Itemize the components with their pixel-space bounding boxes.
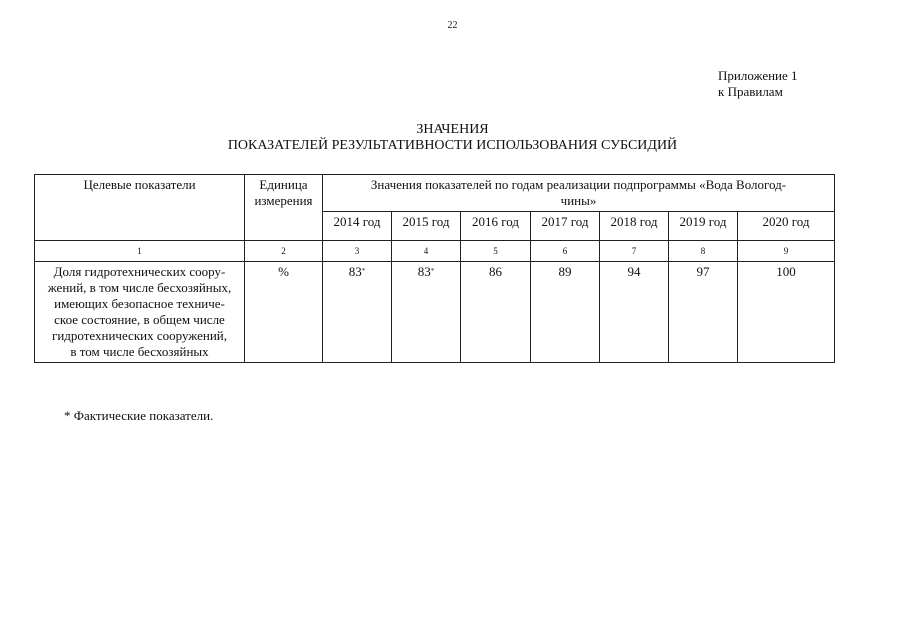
value-number: 97 [696,264,710,279]
header-values [323,175,835,212]
year-cell: 2017 год [531,212,600,241]
value-cell [461,262,531,363]
description-line: жений, в том числе бесхозяйных, [47,280,232,295]
header-unit [245,175,323,241]
value-cell [531,262,600,363]
value-number: 89 [558,264,572,279]
column-number: 5 [461,241,531,262]
column-numbers-row [35,241,835,262]
column-number: 6 [531,241,600,262]
appendix-line-1: Приложение 1 [718,68,798,83]
column-number: 1 [35,241,245,262]
table-row [35,262,835,363]
description-line: в том числе бесхозяйных [70,344,209,359]
value-footnote-mark: * [430,267,435,275]
footnote: * Фактические показатели. [64,408,214,423]
unit-value: % [245,262,323,363]
value-cell [669,262,738,363]
header-values-line-1: Значения показателей по годам реализации подпрограммы «Вода Вологод- [370,177,787,192]
value-number: 100 [776,264,796,279]
header-unit-line-1: Единица [259,177,308,192]
header-values-line-2: чины» [560,193,597,208]
value-number: 86 [489,264,502,279]
appendix-note [718,68,798,100]
page-number: 22 [447,20,458,31]
description-line: ское состояние, в общем числе [54,312,225,327]
title-line-2: ПОКАЗАТЕЛЕЙ РЕЗУЛЬТАТИВНОСТИ ИСПОЛЬЗОВАНИЯ СУБСИДИЙ [227,138,678,153]
column-number: 3 [323,241,392,262]
year-cell: 2019 год [669,212,738,241]
column-number: 8 [669,241,738,262]
column-number: 2 [245,241,323,262]
year-cell: 2015 год [392,212,461,241]
appendix-line-2: к Правилам [718,84,783,99]
value-number: 94 [627,264,641,279]
document-title [0,122,905,154]
value-cell [600,262,669,363]
year-cell: 2014 год [323,212,392,241]
header-row [35,175,835,212]
value-number: 83 [417,264,431,279]
description-line: имеющих безопасное техниче- [54,296,225,311]
value-cell [323,262,392,363]
year-cell: 2016 год [461,212,531,241]
year-cell: 2018 год [600,212,669,241]
description-line: Доля гидротехнических соору- [53,264,226,279]
column-number: 4 [392,241,461,262]
column-number: 7 [600,241,669,262]
title-line-1: ЗНАЧЕНИЯ [416,122,489,137]
value-cell [392,262,461,363]
year-cell: 2020 год [738,212,835,241]
value-number: 83 [348,264,362,279]
indicator-description [35,262,245,363]
column-number: 9 [738,241,835,262]
header-unit-line-2: измерения [254,193,313,208]
indicators-table [34,174,835,363]
value-cell [738,262,835,363]
header-indicators: Целевые показатели [35,175,245,241]
value-footnote-mark: * [361,267,366,275]
description-line: гидротехнических сооружений, [52,328,227,343]
